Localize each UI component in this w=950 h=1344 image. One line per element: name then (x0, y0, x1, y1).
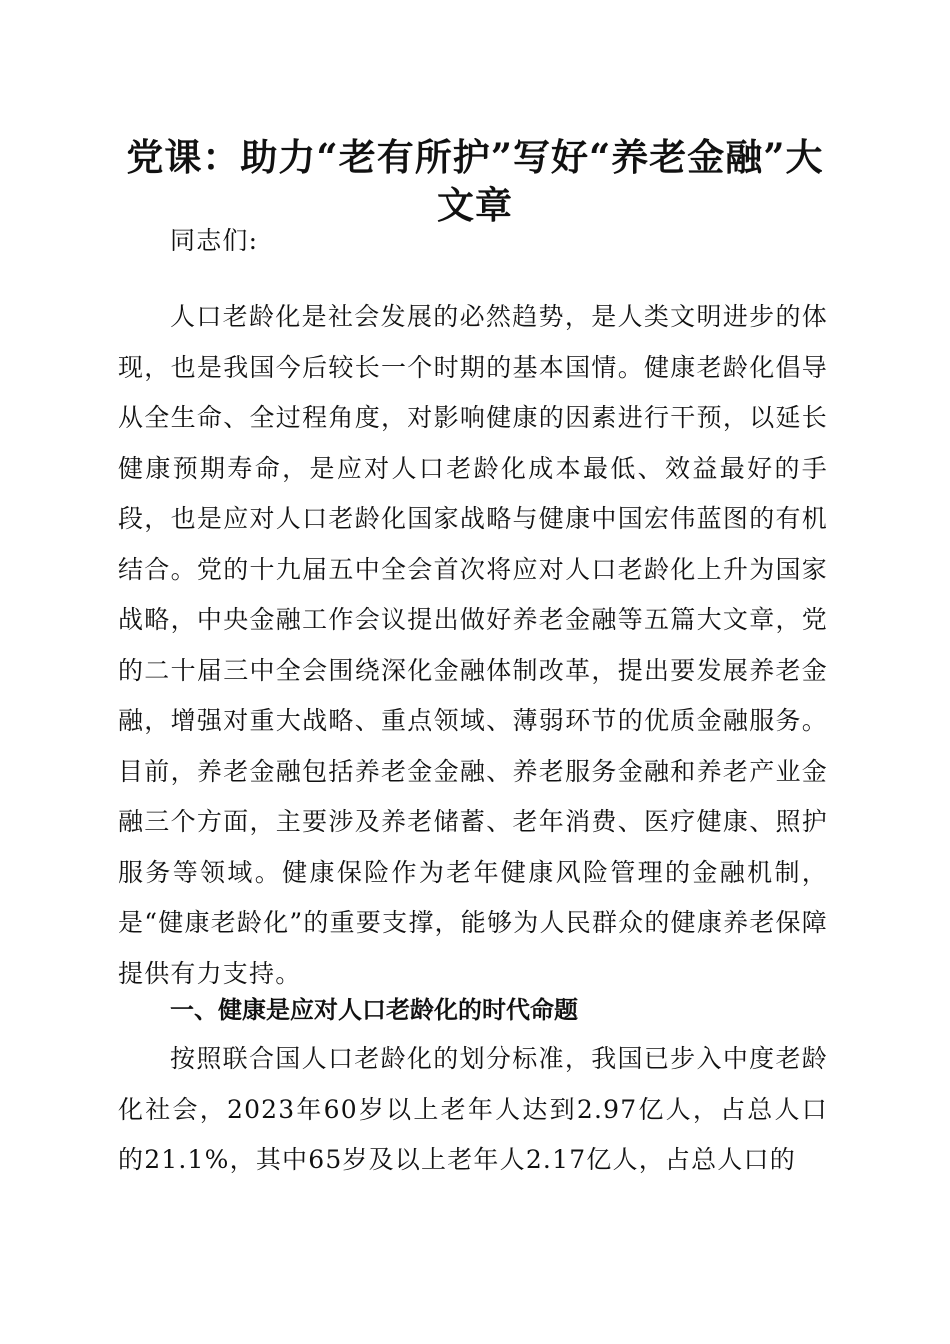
paragraph-section-1: 按照联合国人口老龄化的划分标准，我国已步入中度老龄化社会，2023年60岁以上老年人达到2.97亿人，占总人口的21.1%，其中65岁及以上老年人2.17亿人，占总人口的 (118, 1044, 828, 1174)
greeting: 同志们: (170, 226, 259, 255)
paragraph-intro: 人口老龄化是社会发展的必然趋势，是人类文明进步的体现，也是我国今后较长一个时期的基本国情。健康老龄化倡导从全生命、全过程角度，对影响健康的因素进行干预，以延长健康预期寿命，是应对人口老龄化成本最低、效益最好的手段，也是应对人口老龄化国家战略与健康中国宏伟蓝图的有机结合。党的十九届五中全会首次将应对人口老龄化上升为国家战略，中央金融工作会议提出做好养老金融等五篇大文章，党的二十届三中全会围绕深化金融体制改革，提出要发展养老金融，增强对重大战略、重点领域、薄弱环节的优质金融服务。目前，养老金融包括养老金金融、养老服务金融和养老产业金融三个方面，主要涉及养老储蓄、老年消费、医疗健康、照护服务等领域。健康保险作为老年健康风险管理的金融机制，是“健康老龄化”的重要支撑，能够为人民群众的健康养老保障提供有力支持。 (118, 302, 828, 988)
section-heading: 一、健康是应对人口老龄化的时代命题 (170, 996, 578, 1024)
page-title: 党课：助力“老有所护”写好“养老金融”大文章 (126, 135, 824, 227)
